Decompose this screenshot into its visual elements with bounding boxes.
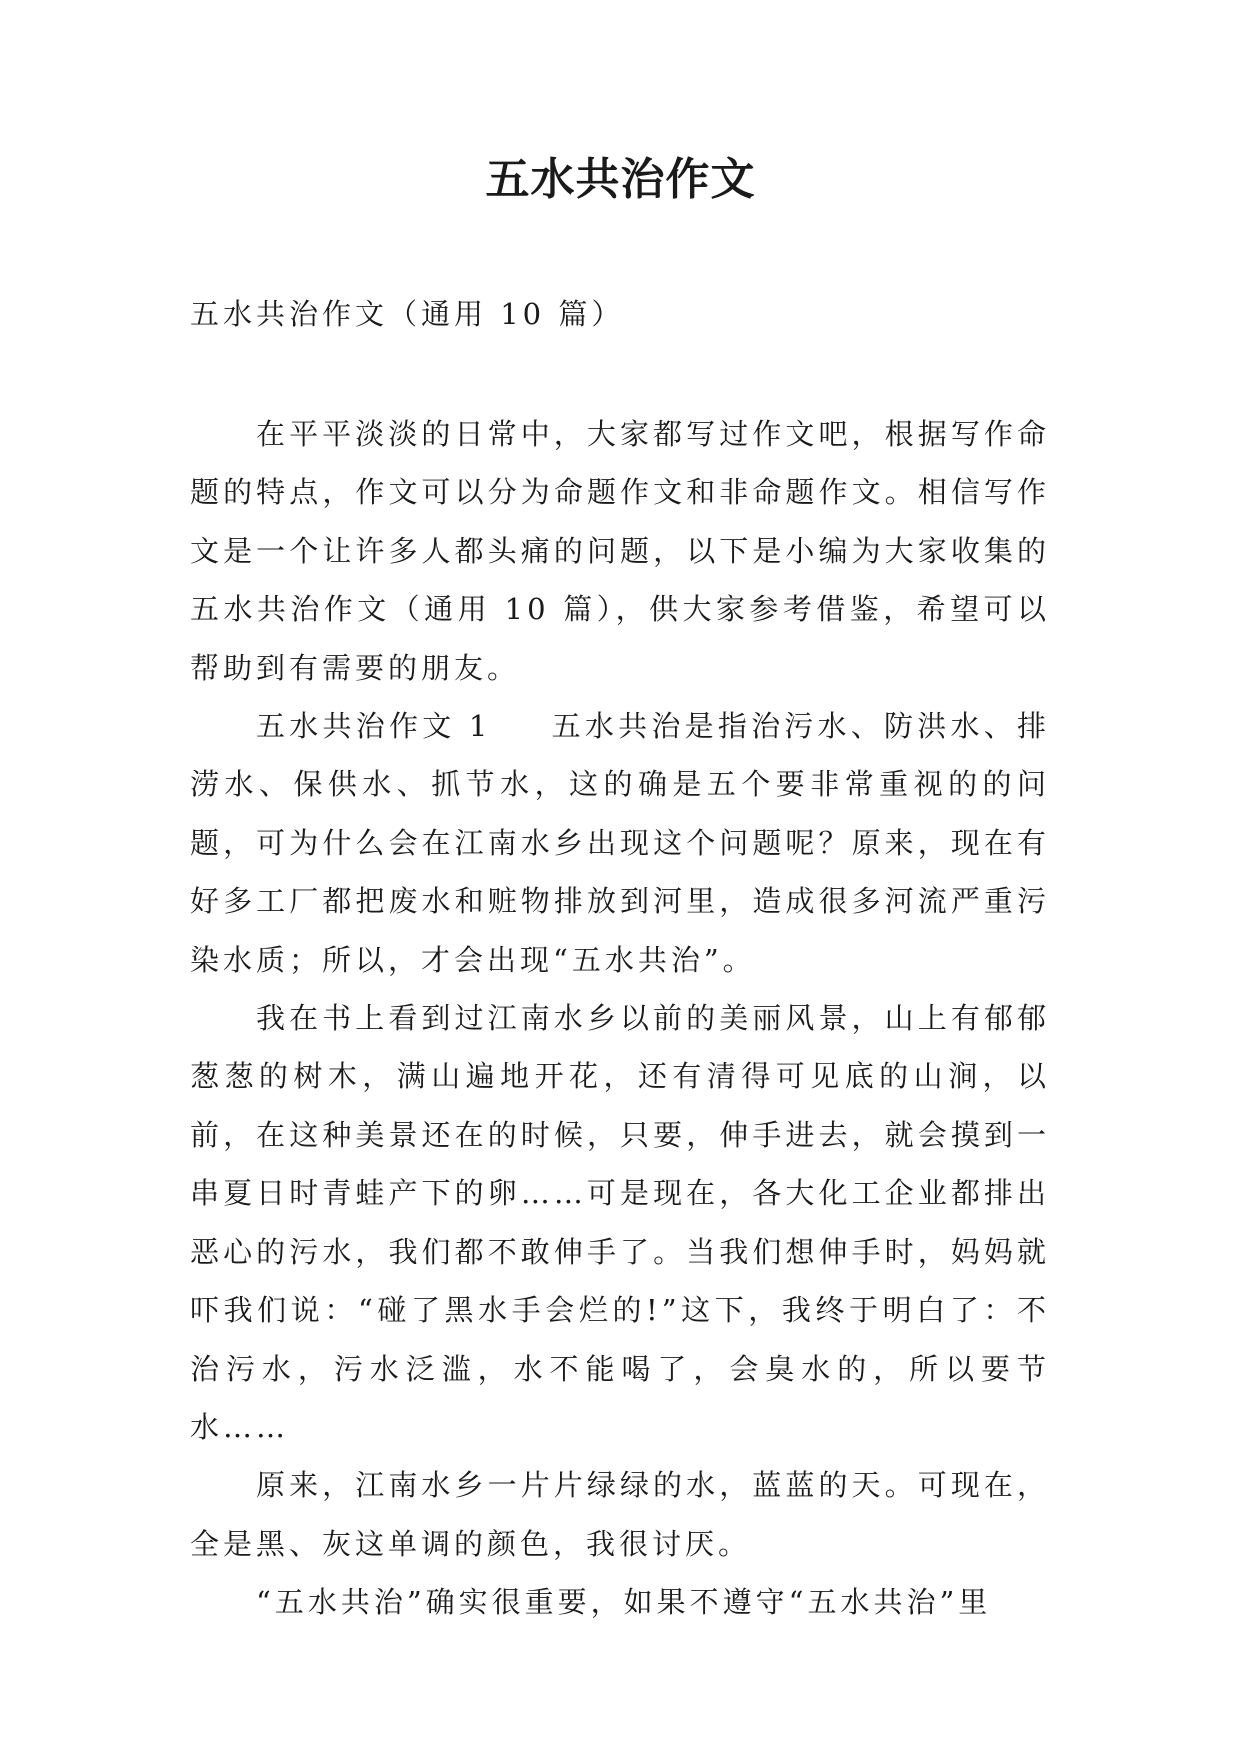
essay-1-paragraph: 原来，江南水乡一片片绿绿的水，蓝蓝的天。可现在，全是黑、灰这单调的颜色，我很讨厌。 <box>190 1468 1050 1561</box>
essay-1-paragraph: 我在书上看到过江南水乡以前的美丽风景，山上有郁郁葱葱的树木，满山遍地开花，还有清得可见底的山涧，以前，在这种美景还在的时候，只要，伸手进去，就会摸到一串夏日时青蛙产下的卵……可是现在，各大化工企业都排出恶心的污水，我们都不敢伸手了。当我们想伸手时，妈妈就吓我们说：“碰了黑水手会烂的!”这下，我终于明白了：不治污水，污水泛滥，水不能喝了，会臭水的，所以要节水…… <box>190 1001 1050 1444</box>
essay-1-paragraph: “五水共治”确实很重要，如果不遵守“五水共治”里 <box>256 1585 992 1620</box>
essay-1-first-sentence: 五水共治是指治污水、防洪水、排涝水、保供水、抓节水，这的确是五个要非常重视的的问题，可为什么会在江南水乡出现这个问题呢？原来，现在有好多工厂都把废水和赃物排放到河里，造成很多河流严重污染水质；所以，才会出现“五水共治”。 <box>190 709 1050 977</box>
document-body <box>190 405 1050 1632</box>
document-title: 五水共治作文 <box>485 154 756 205</box>
essay-heading: 五水共治作文 1 <box>256 709 492 744</box>
essay-1-opening-paragraph <box>190 697 1050 989</box>
intro-paragraph: 在平平淡淡的日常中，大家都写过作文吧，根据写作命题的特点，作文可以分为命题作文和非命题作文。相信写作文是一个让许多人都头痛的问题，以下是小编为大家收集的五水共治作文（通用 10 篇），供大家参考借鉴，希望可以帮助到有需要的朋友。 <box>190 417 1050 685</box>
document-subtitle: 五水共治作文（通用 10 篇） <box>190 297 625 331</box>
